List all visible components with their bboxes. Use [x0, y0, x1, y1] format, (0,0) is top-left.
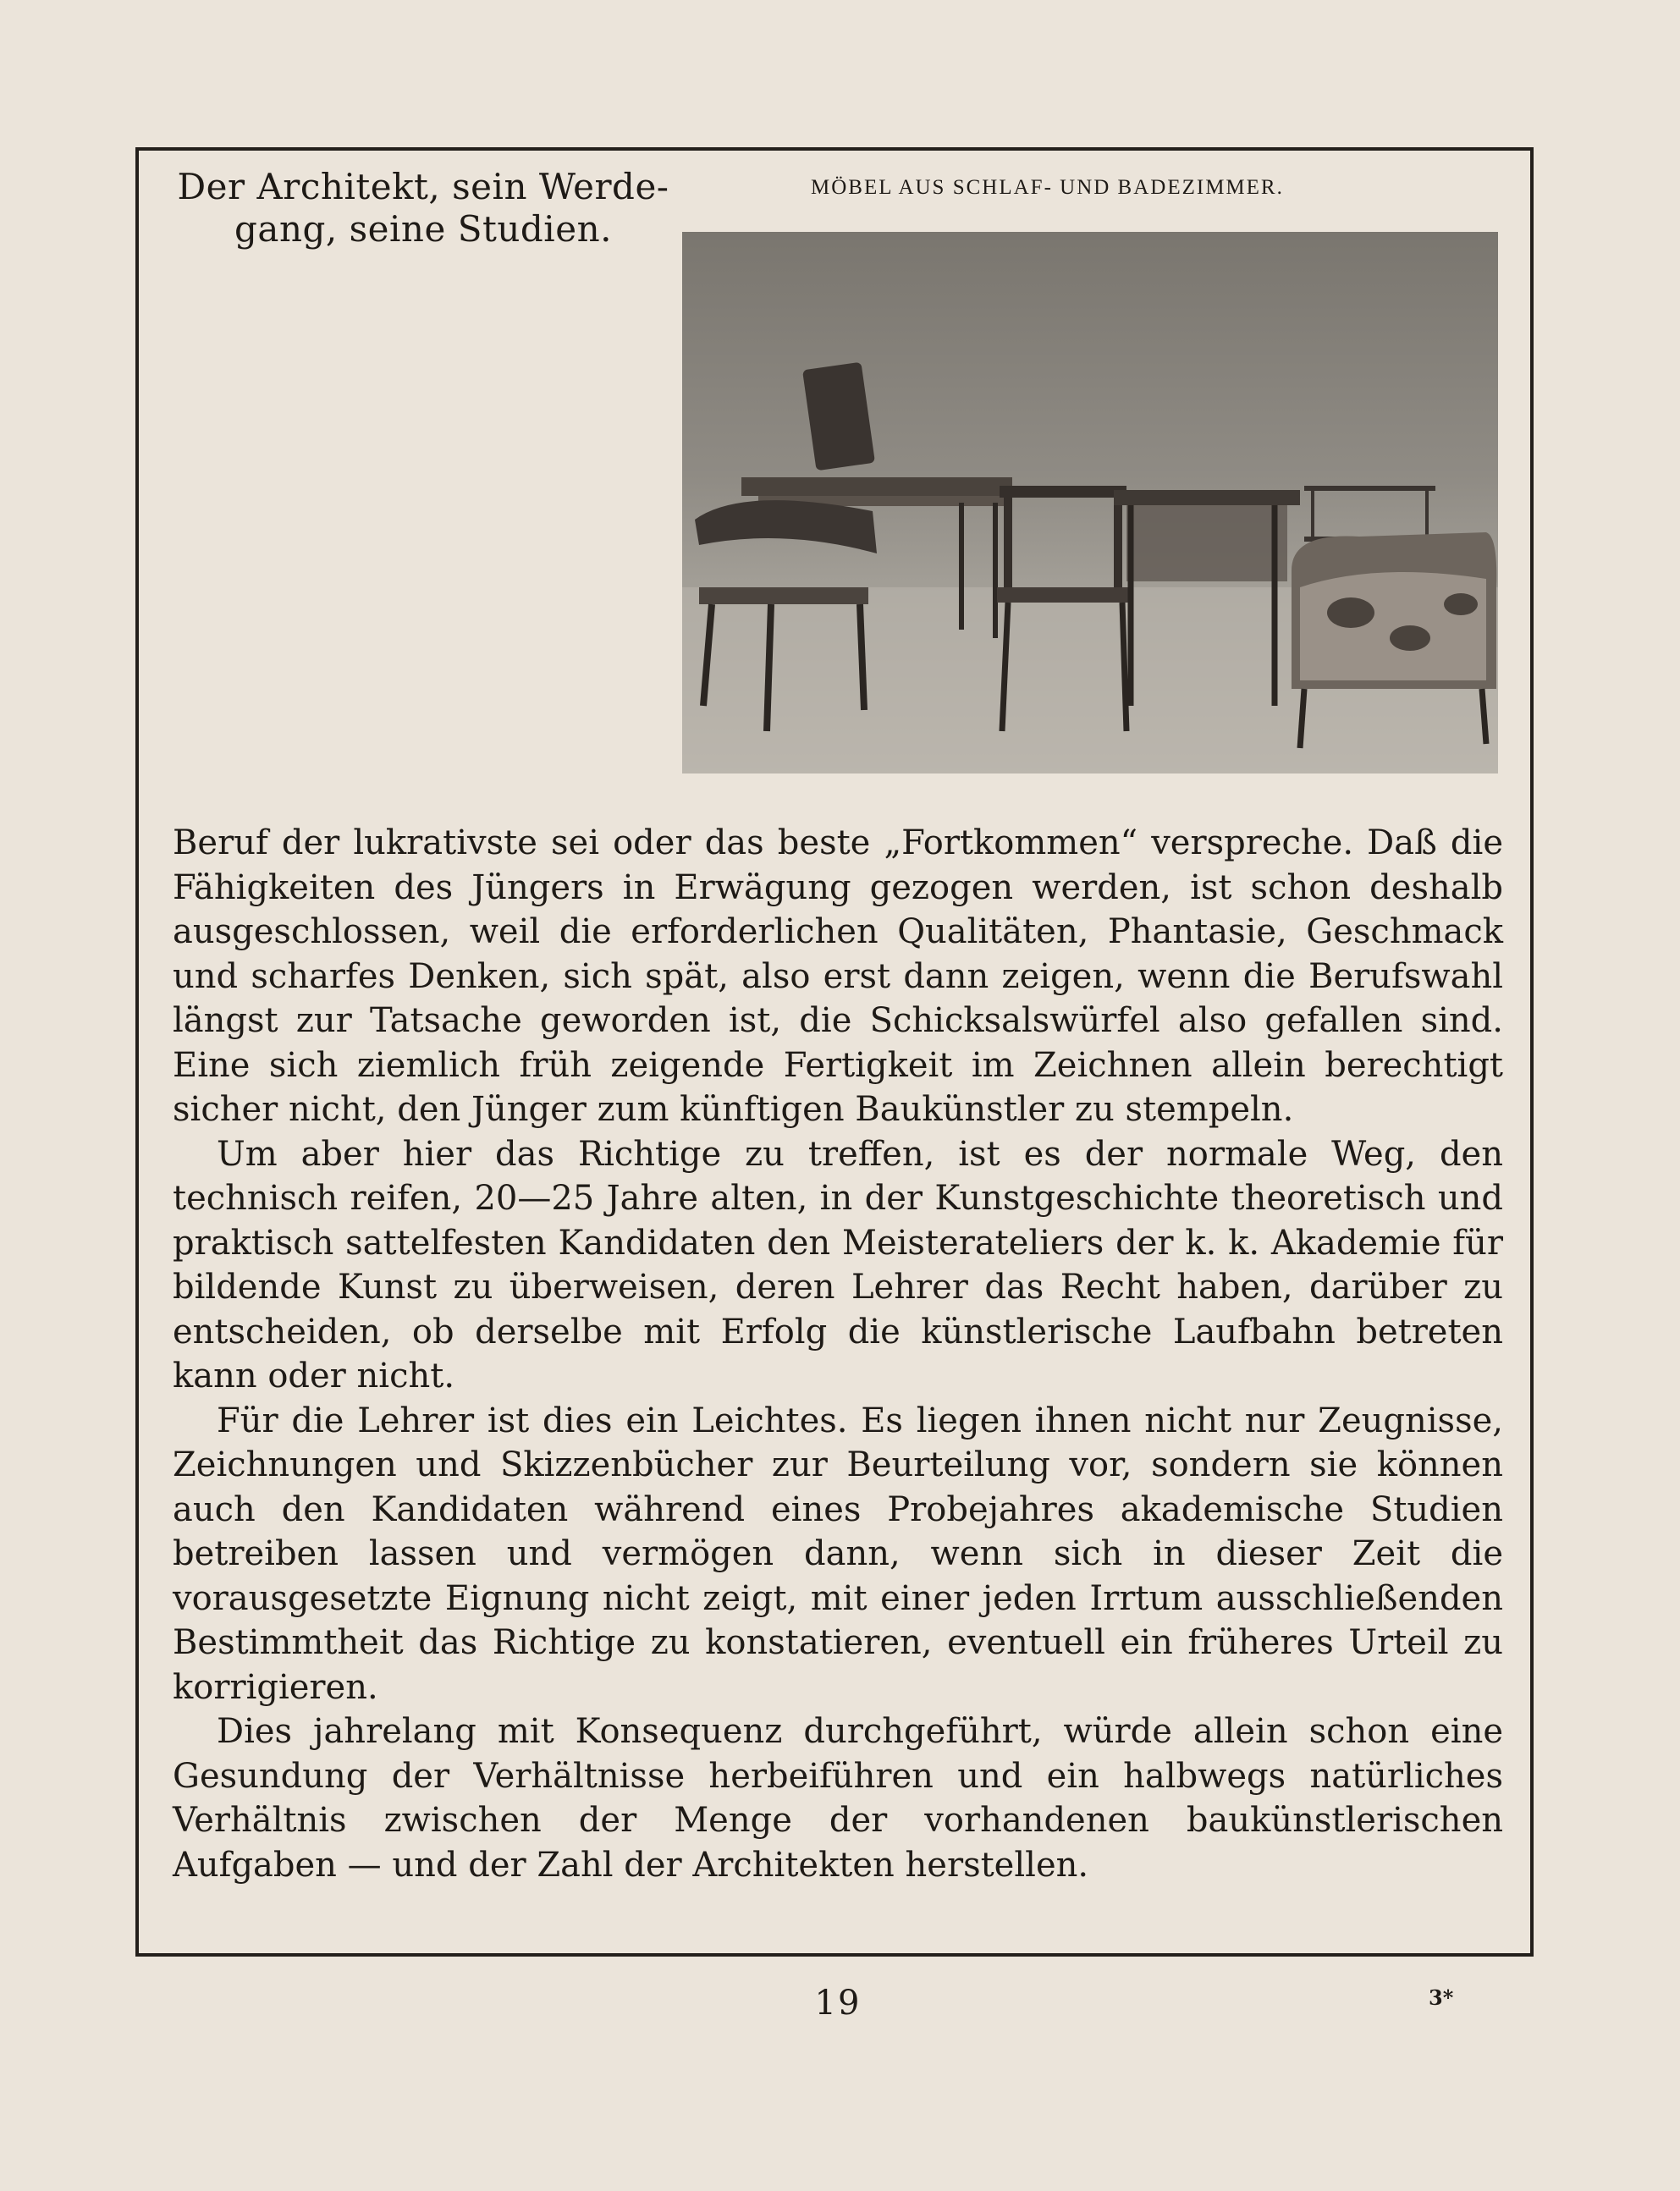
- furniture-photo: [682, 232, 1498, 773]
- paragraph-1: Beruf der lukrativste sei oder das beste „Fortkommen“ verspreche. Daß die Fähigkeiten des Jüngers in Erwägung gezogen werden, ist schon deshalb ausgeschlossen, weil die erforderlichen Qualitäten, Phantasie, Geschmack und scharfes Denken, sich spät, also erst dann zeigen, wenn die Berufswahl längst zur Tatsache geworden ist, die Schicksalswürfel also gefallen sind. Eine sich ziemlich früh zeigende Fertigkeit im Zeichnen allein berechtigt sicher nicht, den Jünger zum künftigen Baukünstler zu stempeln.: [173, 823, 1503, 1129]
- paragraph-4: Dies jahrelang mit Konsequenz durchgeführt, würde allein schon eine Gesundung der Verhältnisse herbeiführen und ein halbwegs natürliches Verhältnis zwischen der Menge der vorhandenen baukünstlerischen Aufgaben — und der Zahl der Architekten herstellen.: [173, 1712, 1503, 1885]
- margin-title: Der Architekt, sein Werde- gang, seine Studien.: [177, 166, 669, 250]
- furniture-illustration: [682, 232, 1498, 773]
- paragraph-3: Für die Lehrer ist dies ein Leichtes. Es liegen ihnen nicht nur Zeugnisse, Zeichnungen und Skizzenbücher zur Beurteilung vor, sondern sie können auch den Kandidaten während eines Probejahres akademische Studien betreiben lassen und vermögen dann, wenn sich in dieser Zeit die vorausgesetzte Eignung nicht zeigt, mit einer jeden Irrtum ausschließenden Bestimmtheit das Richtige zu konstatieren, eventuell ein früheres Urteil zu korrigieren.: [173, 1401, 1503, 1707]
- page-number: 19: [814, 1984, 862, 2023]
- body-text: [173, 821, 1503, 1887]
- paragraph-2: Um aber hier das Richtige zu treffen, ist es der normale Weg, den technisch reifen, 20—25 Jahre alten, in der Kunstgeschichte theoretisch und praktisch sattelfesten Kandidaten den Meisterateliers der k. k. Akademie für bildende Kunst zu überweisen, deren Lehrer das Recht haben, darüber zu entscheiden, ob derselbe mit Erfolg die künstlerische Laufbahn betreten kann oder nicht.: [173, 1134, 1503, 1396]
- signature-mark: 3*: [1429, 1985, 1454, 2010]
- figure-caption: MÖBEL AUS SCHLAF- UND BADEZIMMER.: [811, 176, 1284, 199]
